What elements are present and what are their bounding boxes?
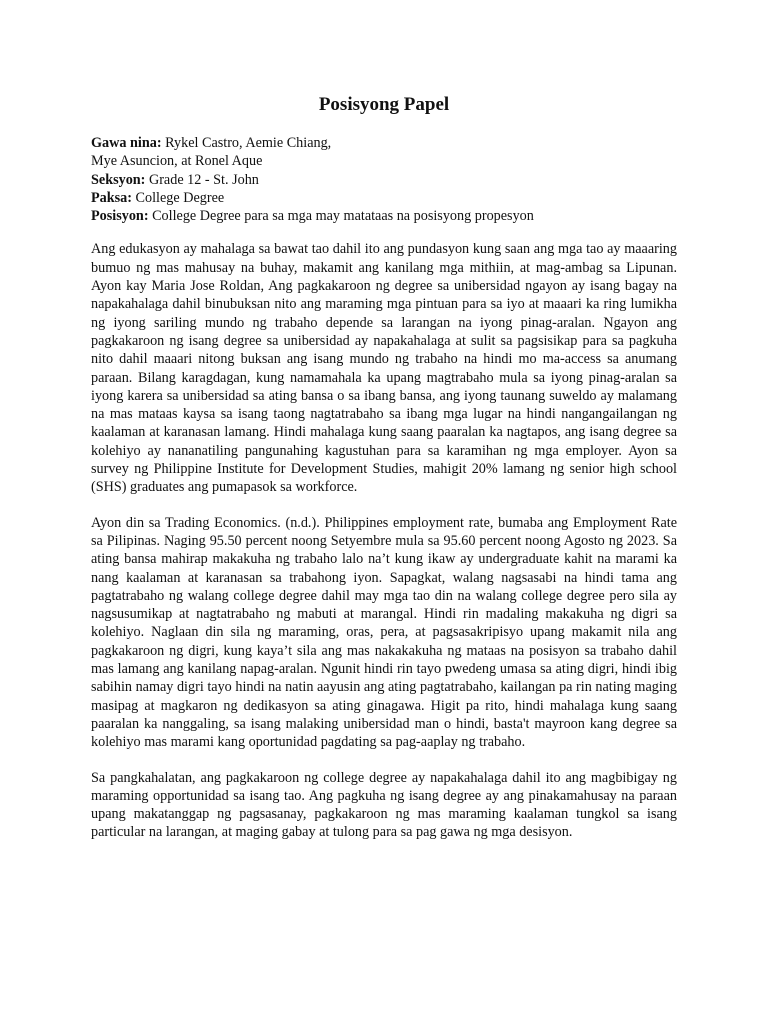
paragraph-intro: Ang edukasyon ay mahalaga sa bawat tao dahil ito ang pundasyon kung saan ang mga tao ay maaaring bumuo ng mas mahusay na buhay, makamit ang kanilang mga mithiin, at mag-ambag sa Lipunan. Ayon kay Maria Jose Roldan, Ang pagkakaroon ng degree sa unibersidad ngayon ay isang bagay na napakahalaga dahil binubuksan nito ang maraming mga pintuan para sa iyo at maaari ka ring lumikha ng iyong sariling mundo ng trabaho depende sa larangan na iyong pinag-aralan. Ngayon ang pagkakaroon ng isang degree sa unibersidad ay napakahalaga at sulit sa pagsisikap para sa pagkuha nito dahil maaari nitong buksan ang isang mundo ng trabaho na hindi mo ma-access sa anumang paraan. Bilang karagdagan, kung namamahala ka upang magtrabaho mula sa iyong pinag-aralan sa iyong karera sa unibersidad sa ating bansa o sa ibang bansa, ang iyong taunang suweldo ay malamang na mas mataas kaysa sa isang taong nagtatrabaho sa ibang mga lugar na hindi nangangailangan ng kaalaman at karanasan lamang. Hindi mahalaga kung saang paaralan ka nagtapos, ang isang degree sa kolehiyo ay nananatiling pangunahing kagustuhan para sa karamihan ng mga employer. Ayon sa survey ng Philippine Institute for Development Studies, mahigit 20% lamang ng senior high school (SHS) graduates ang pumapasok sa workforce. xyxy=(91,241,677,496)
authors-line xyxy=(91,134,677,152)
position-line xyxy=(91,207,677,225)
topic-line xyxy=(91,189,677,207)
section-label: Seksyon: xyxy=(91,171,146,188)
paragraph-body: Ayon din sa Trading Economics. (n.d.). Philippines employment rate, bumaba ang Employment Rate sa Pilipinas. Naging 95.50 percent noong Setyembre mula sa 95.60 percent noong Agosto ng 2023. Sa ating bansa mahirap makakuha ng trabaho lalo na’t kung ikaw ay undergraduate kahit na marami ka nang kaalaman at karanasan sa trabahong iyon. Sapagkat, walang nagsasabi na hindi tama ang pagtatrabaho ng walang college degree dahil may mga tao din na walang college degree pero sila ay nagsusumikap at nagtatrabaho ng mabuti at marangal. Hindi rin madaling makakuha ng digri sa kolehiyo. Naglaan din sila ng maraming, oras, pera, at pagsasakripisyo upang makamit nila ang pagkakaroon ng digri, kung kaya’t sila ang mas nakakakuha ng mataas na posisyon sa trabaho dahil mas lamang ang kanilang napag-aralan. Ngunit hindi rin tayo pwedeng umasa sa ating digri, hindi ibig sabihin namay digri tayo hindi na natin aayusin ang ating pagtatrabaho, kailangan pa rin nating maging masipag at magkaron ng dedikasyon sa ating ginagawa. Higit pa rito, hindi mahalaga kung saang paaralan ka nanggaling, sa isang malaking unibersidad man o hindi, basta't mayroon kang degree sa kolehiyo mas marami kang oportunidad pagdating sa pag-aaplay ng trabaho. xyxy=(91,514,677,751)
document-metadata xyxy=(91,134,677,225)
topic-label: Paksa: xyxy=(91,189,132,206)
paragraph-conclusion: Sa pangkahalatan, ang pagkakaroon ng college degree ay napakahalaga dahil ito ang magbibigay ng maraming opportunidad sa isang tao. Ang pagkuha ng isang degree ay ang pinakamahusay na paraan upang makatanggap ng pagsasanay, pagkakaroon ng mas maraming kaalaman tungkol sa isang particular na larangan, at maging gabay at tulong para sa pag gawa ng mga desisyon. xyxy=(91,769,677,841)
authors-value-1: Rykel Castro, Aemie Chiang, xyxy=(165,135,332,151)
section-line xyxy=(91,171,677,189)
authors-label: Gawa nina: xyxy=(91,135,162,151)
topic-value: College Degree xyxy=(135,189,225,206)
position-value: College Degree para sa mga may matataas na posisyong propesyon xyxy=(152,208,534,225)
position-label: Posisyon: xyxy=(91,208,149,225)
document-page xyxy=(91,92,677,859)
authors-value-2: Mye Asuncion, at Ronel Aque xyxy=(91,153,263,170)
section-value: Grade 12 - St. John xyxy=(148,171,259,188)
page-title: Posisyong Papel xyxy=(318,94,450,115)
authors-line-2 xyxy=(91,152,677,170)
